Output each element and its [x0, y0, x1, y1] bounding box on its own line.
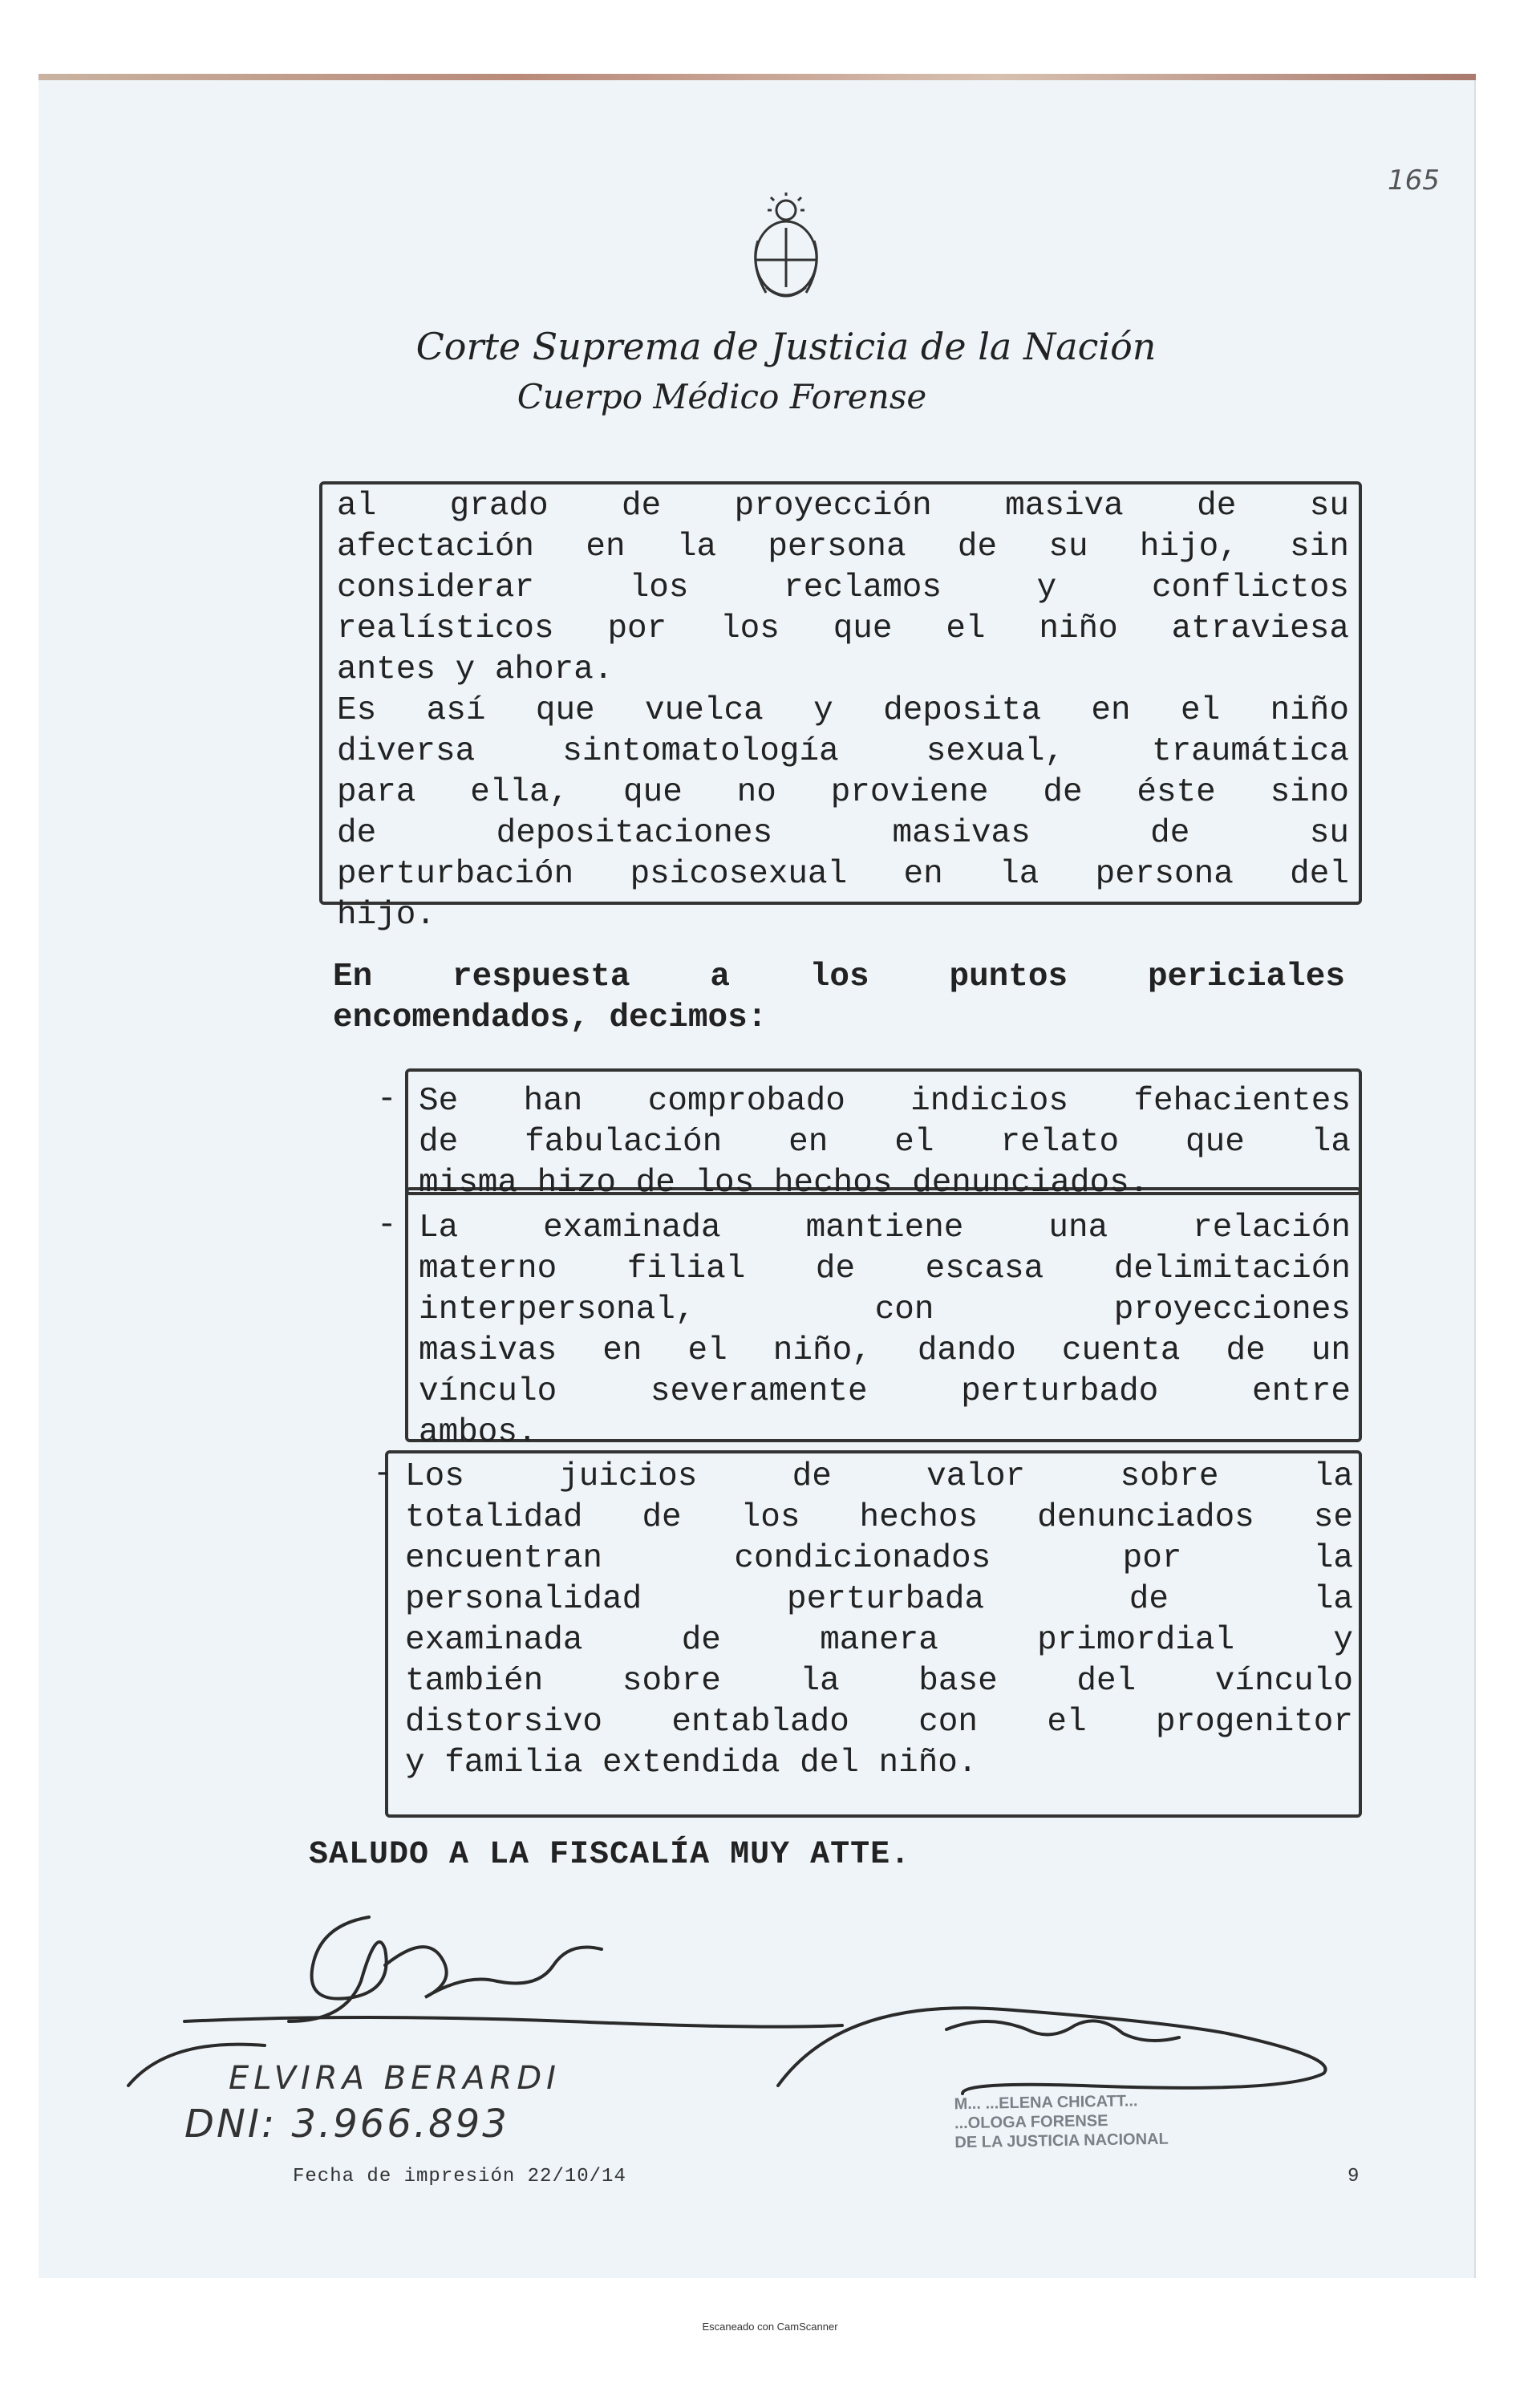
list-dash: -	[373, 1456, 393, 1493]
stamp-line: M... ...ELENA CHICATT...	[954, 2092, 1138, 2114]
signature-name: ELVIRA BERARDI	[229, 2060, 561, 2097]
text-line: encomendados, decimos:	[333, 999, 768, 1036]
text-line: examinada de manera primordial y	[405, 1622, 1353, 1659]
text-line: interpersonal, con proyecciones	[419, 1291, 1351, 1328]
text-line: En respuesta a los puntos periciales	[333, 959, 1345, 995]
text-line: realísticos por los que el niño atraviesa	[337, 610, 1349, 647]
text-line: antes y ahora.	[337, 651, 614, 688]
print-date: Fecha de impresión 22/10/14	[293, 2166, 626, 2187]
text-line: Es así que vuelca y deposita en el niño	[337, 692, 1349, 729]
list-dash: -	[377, 1207, 397, 1244]
text-line: distorsivo entablado con el progenitor	[405, 1704, 1353, 1741]
list-item-point-3	[405, 1456, 1353, 1783]
text-line: masivas en el niño, dando cuenta de un	[419, 1332, 1351, 1369]
header-department: Cuerpo Médico Forense	[517, 377, 927, 416]
text-line: Se han comprobado indicios fehacientes	[419, 1083, 1351, 1120]
handwritten-page-number: 165	[1388, 164, 1440, 197]
closing-salutation: SALUDO A LA FISCALÍA MUY ATTE.	[309, 1837, 911, 1873]
text-line: al grado de proyección masiva de su	[337, 488, 1349, 525]
signature-dni: DNI: 3.966.893	[184, 2102, 509, 2147]
text-line: totalidad de los hechos denunciados se	[405, 1499, 1353, 1536]
text-line: afectación en la persona de su hijo, sin	[337, 529, 1349, 566]
body-paragraph	[337, 486, 1349, 936]
text-line: materno filial de escasa delimitación	[419, 1251, 1351, 1287]
stamp-line: ...OLOGA FORENSE	[954, 2111, 1108, 2133]
page-number: 9	[1348, 2166, 1360, 2187]
text-line: La examinada mantiene una relación	[419, 1210, 1351, 1247]
text-line: hijo.	[337, 897, 436, 934]
stamp-line: DE LA JUSTICIA NACIONAL	[954, 2130, 1169, 2152]
national-seal-icon	[742, 193, 830, 305]
text-line: vínculo severamente perturbado entre	[419, 1373, 1351, 1410]
text-line: también sobre la base del vínculo	[405, 1663, 1353, 1700]
text-line: diversa sintomatología sexual, traumática	[337, 733, 1349, 770]
list-item-point-1	[419, 1081, 1351, 1204]
list-dash: -	[377, 1081, 397, 1118]
text-line: de fabulación en el relato que la	[419, 1124, 1351, 1161]
text-line: encuentran condicionados por la	[405, 1540, 1353, 1577]
header-court-name: Corte Suprema de Justicia de la Nación	[415, 325, 1157, 368]
list-item-point-2	[419, 1207, 1351, 1453]
text-line: de depositaciones masivas de su	[337, 815, 1349, 852]
intro-heading	[333, 957, 1345, 1039]
text-line: ambos.	[419, 1414, 537, 1451]
text-line: y familia extendida del niño.	[405, 1745, 978, 1782]
text-line: perturbación psicosexual en la persona del	[337, 856, 1349, 893]
text-line: considerar los reclamos y conflictos	[337, 570, 1349, 606]
text-line: para ella, que no proviene de éste sino	[337, 774, 1349, 811]
text-line: personalidad perturbada de la	[405, 1581, 1353, 1618]
text-line: Los juicios de valor sobre la	[405, 1458, 1353, 1495]
text-line: misma hizo de los hechos denunciados.	[419, 1165, 1149, 1202]
official-stamp	[954, 2090, 1259, 2153]
scanner-watermark: Escaneado con CamScanner	[702, 2321, 838, 2333]
